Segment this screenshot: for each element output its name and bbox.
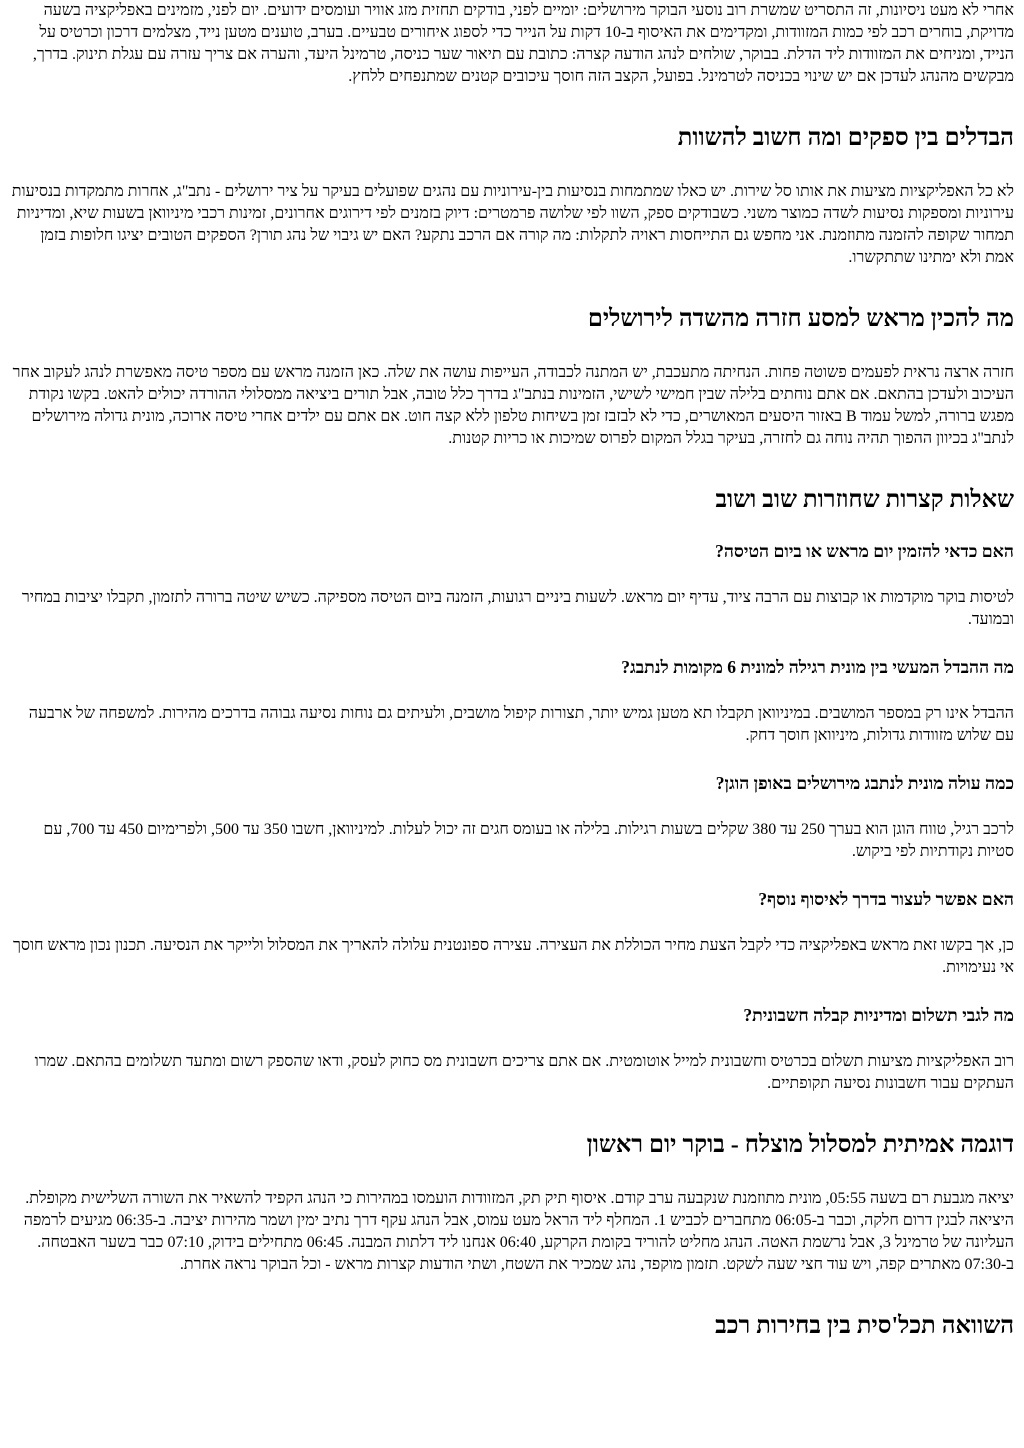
section-body-providers: לא כל האפליקציות מציעות את אותו סל שירות. יש כאלו שמתמחות בנסיעות בין-עירוניות עם נהגים שפועלים בעיקר על ציר ירושלים - נתב"ג, אחרות מתמקדות בנסיעות עירוניות ומספקות נסיעות לשדה כמוצר משני. כשבודקים ספק, השוו לפי שלושה פרמטרים: דיוק בזמנים לפי דירוגים אחרונים, זמינות רכבי מיניוואן בשעות שיא, ומדיניות תמחור שקופה להזמנה מתוזמנת. אני מחפש גם התייחסות ראויה לתקלות: מה קורה אם הרכב נתקע? האם יש גיבוי של נהג תורן? הספקים הטובים יציגו חלופות בזמן אמת ולא ימתינו שתתקשרו.	[11, 183, 1014, 266]
faq-answer: ההבדל אינו רק במספר המושבים. במיניוואן תקבלו תא מטען גמיש יותר, תצורות קיפול מושבים, ולעיתים גם נוחות נסיעה גבוהה בדרכים מהירות. למשפחה של ארבעה עם שלוש מזוודות גדולות, מיניוואן חוסך דחק.	[28, 705, 1014, 744]
faq-answer: לטיסות בוקר מוקדמות או קבוצות עם הרבה ציוד, עדיף יום מראש. לשעות ביניים רגועות, הזמנה ביום הטיסה מספיקה. כשיש שיטה ברורה לתזמון, תקבלו יציבות במחיר ובמועד.	[21, 589, 1014, 628]
section-heading-return-trip: מה להכין מראש למסע חזרה מהשדה לירושלים	[587, 306, 1014, 332]
faq-question: מה ההבדל המעשי בין מונית רגילה למונית 6 מקומות לנתבג?	[621, 657, 1014, 677]
faq-question: האם כדאי להזמין יום מראש או ביום הטיסה?	[715, 541, 1014, 561]
section-heading-faq: שאלות קצרות שחוזרות שוב ושוב	[715, 487, 1014, 513]
section-heading-providers: הבדלים בין ספקים ומה חשוב להשוות	[677, 125, 1014, 151]
section-body-return-trip: חזרה ארצה נראית לפעמים פשוטה פחות. הנחיתה מתעכבת, יש המתנה לכבודה, העייפות עושה את שלה. כאן הזמנה מראש עם מספר טיסה מאפשרת לנהג לעקוב אחר העיכוב ולעדכן בהתאם. אם אתם נוחתים בלילה שבין חמישי לשישי, הזמינות בנתב"ג בדרך כלל טובה, אבל תורים ביציאה ממסלולי ההורדה יכולים להאט. בקשו נקודת מפגש ברורה, למשל עמוד B באזור היסעים המאושרים, כדי לא לבזבז זמן בשיחות טלפון ללא קצה חוט. אם אתם עם ילדים אחרי טיסה ארוכה, מונית גדולה מירושלים לנתב"ג בכיוון ההפוך תהיה נוחה גם לחזרה, בעיקר בגלל המקום לפרוס שמיכות או כריות קטנות.	[12, 364, 1014, 447]
faq-question: מה לגבי תשלום ומדיניות קבלה חשבונית?	[743, 1005, 1014, 1025]
faq-answer: רוב האפליקציות מציעות תשלום בכרטיס וחשבונית למייל אוטומטית. אם אתם צריכים חשבונית מס כחוק לעסק, ודאו שהספק רשום ומתעד תשלומים בהתאם. שמרו העתקים עבור חשבונות נסיעה תקופתיים.	[34, 1053, 1014, 1092]
section-heading-vehicle-comparison: השוואה תכל'סית בין בחירות רכב	[715, 1313, 1014, 1339]
faq-answer: לרכב רגיל, טווח הוגן הוא בערך 250 עד 380 שקלים בשעות רגילות. בלילה או בעומס חגים זה יכול לעלות. למיניוואן, חשבו 350 עד 500, ולפרימיום 450 עד 700, עם סטיות נקודתיות לפי ביקוש.	[43, 821, 1014, 860]
intro-paragraph: אחרי לא מעט ניסיונות, זה התסריט שמשרת רוב נוסעי הבוקר מירושלים: יומיים לפני, בודקים תחזית מזג אוויר ועומסים ידועים. יום לפני, מזמינים באפליקציה בשעה מדויקת, בוחרים רכב לפי כמות המזוודות, ומקדימים את האיסוף ב-10 דקות על הנייר כדי לספוג איחורים טבעיים. בערב, טוענים מטען נייד, מצלמים דרכון וכרטיס על הנייד, ומניחים את המזוודות ליד הדלת. בבוקר, שולחים לנהג הודעה קצרה: כתובת עם תיאור שער כניסה, טרמינל היעד, והערה אם צריך עזרה עם עגלת תינוק. בדרך, מבקשים מהנהג לעדכן אם יש שינוי בכניסה לטרמינל. בפועל, הקצב הזה חוסך עיכובים קטנים שמתנפחים ללחץ.	[32, 2, 1014, 85]
section-body-example-route: יציאה מגבעת רם בשעה 05:55, מונית מתוזמנת שנקבעה ערב קודם. איסוף תיק תק, המזוודות הועמסו במהירות כי הנהג הקפיד להשאיר את השורה השלישית מקופלת. היציאה לבגין דרום חלקה, וכבר ב-06:05 מתחברים לכביש 1. המחלף ליד הראל מעט עמוס, אבל הנהג עקף דרך נתיב ימין ושמר מהירות יציבה. ב-06:35 מגיעים לרמפה העליונה של טרמינל 3, אבל נרשמת האטה. הנהג מחליט להוריד בקומת הקרקע, 06:40 אנחנו ליד דלתות המבנה. 06:45 מתחילים בידוק, 07:10 כבר בשער האבטחה. ב-07:30 מאתרים קפה, ויש עוד חצי שעה לשקט. תזמון מוקפד, נהג שמכיר את השטח, ושתי הודעות קצרות מראש - וכל הבוקר נראה אחרת.	[23, 1190, 1014, 1273]
faq-question: האם אפשר לעצור בדרך לאיסוף נוסף?	[758, 889, 1014, 909]
faq-answer: כן, אך בקשו זאת מראש באפליקציה כדי לקבל הצעת מחיר הכוללת את העצירה. עצירה ספונטנית עלולה להאריך את המסלול ולייקר את הנסיעה. תכנון נכון מראש חוסך אי נעימויות.	[12, 937, 1014, 976]
faq-question: כמה עולה מונית לנתבג מירושלים באופן הוגן?	[715, 773, 1014, 793]
section-heading-example-route: דוגמה אמיתית למסלול מוצלח - בוקר יום ראשון	[586, 1132, 1014, 1158]
